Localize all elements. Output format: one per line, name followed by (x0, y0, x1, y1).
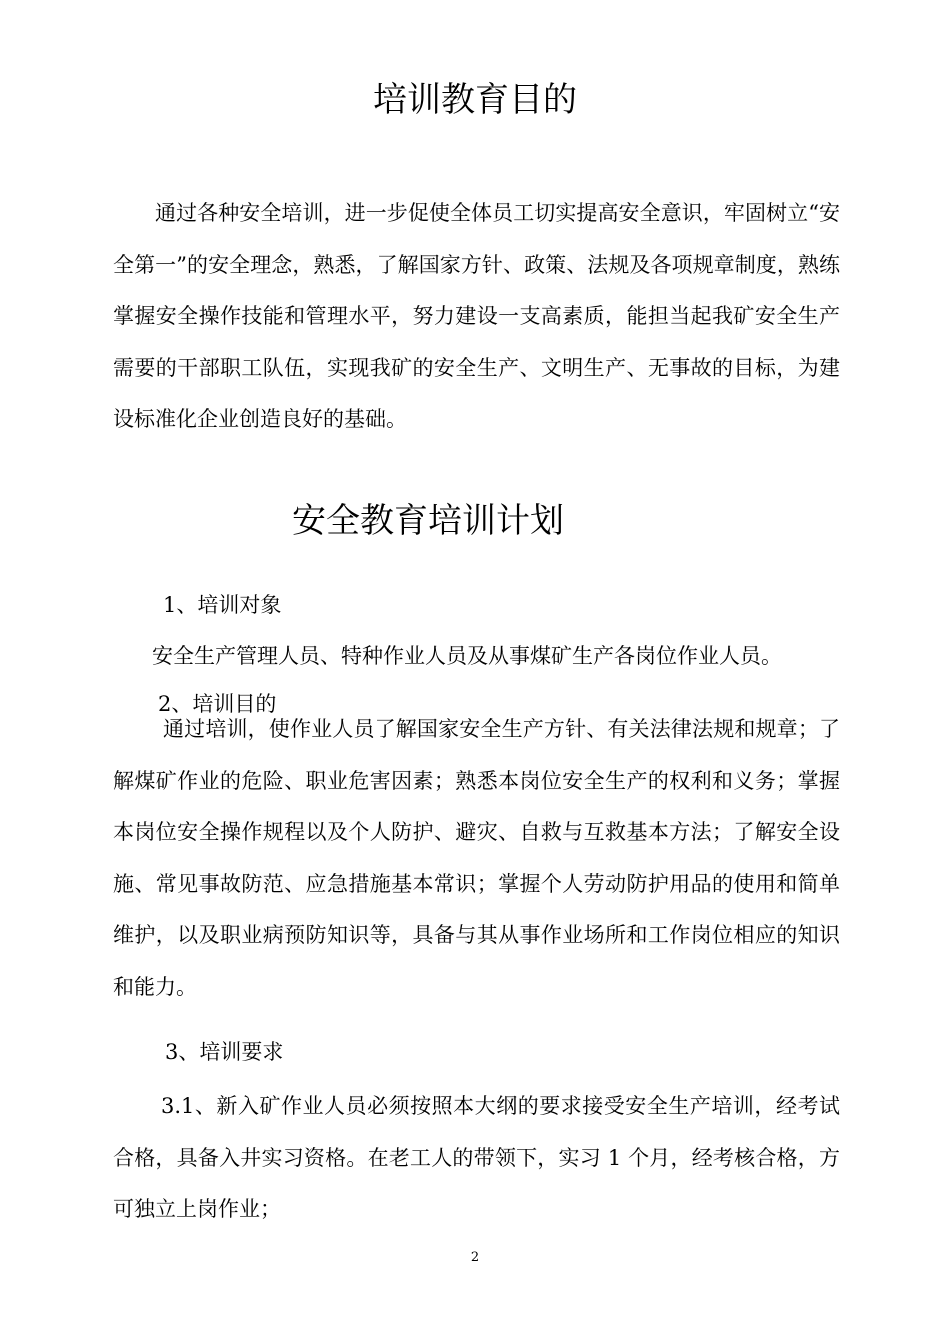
heading-training-requirements: 3、培训要求 (165, 1040, 284, 1064)
training-targets-text: 安全生产管理人员、特种作业人员及从事煤矿生产各岗位作业人员。 (152, 644, 782, 668)
page-number: 2 (470, 1250, 480, 1265)
intro-paragraph: 通过各种安全培训，进一步促使全体员工切实提高安全意识，牢固树立“安全第一”的安全理念，熟悉，了解国家方针、政策、法规及各项规章制度，熟练掌握安全操作技能和管理水平，努力建设一支高素质，能担当起我矿安全生产需要的干部职工队伍，实现我矿的安全生产、文明生产、无事故的目标，为建设标准化企业创造良好的基础。 (113, 201, 840, 431)
heading-training-goals: 2、培训目的 (158, 692, 277, 716)
training-goals-paragraph: 通过培训，使作业人员了解国家安全生产方针、有关法律法规和规章；了解煤矿作业的危险、职业危害因素；熟悉本岗位安全生产的权利和义务；掌握本岗位安全操作规程以及个人防护、避灾、自救与互救基本方法；了解安全设施、常见事故防范、应急措施基本常识；掌握个人劳动防护用品的使用和简单维护，以及职业病预防知识等，具备与其从事作业场所和工作岗位相应的知识和能力。 (113, 717, 840, 999)
section-title-training-purpose: 培训教育目的 (373, 80, 577, 120)
section-title-training-plan: 安全教育培训计划 (292, 501, 564, 541)
requirement-3-1-paragraph: 3.1、新入矿作业人员必须按照本大纲的要求接受安全生产培训，经考试合格，具备入井实习资格。在老工人的带领下，实习 1 个月，经考核合格，方可独立上岗作业； (113, 1094, 840, 1221)
heading-training-targets: 1、培训对象 (163, 593, 282, 617)
